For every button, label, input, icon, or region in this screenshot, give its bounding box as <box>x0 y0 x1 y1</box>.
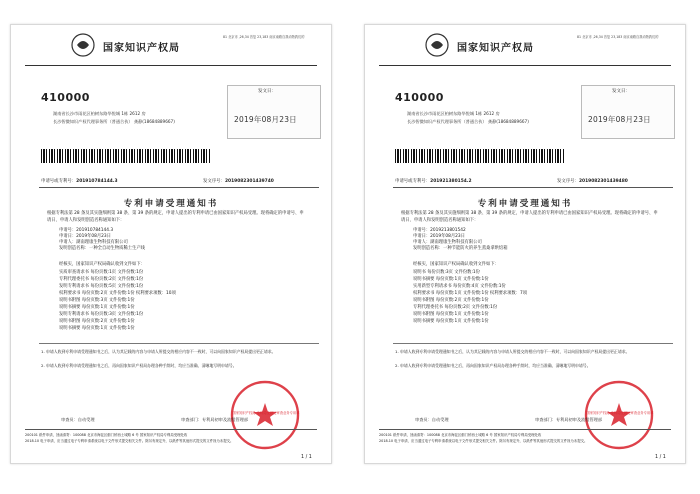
app-no-field <box>41 178 118 184</box>
note-2: 2. 申请人收到专利申请受理通知书之后，再向国家知识产权局办理各种手续时，均应当准确、清晰地写明申请号。 <box>395 363 591 368</box>
info-line: 申请号：201910784144.3 <box>59 228 114 233</box>
address-line-2: 长沙智微知识产权代理事务所（普通合伙） 龚静(18684889667) <box>53 119 175 124</box>
footer-line-1: 200101 纸件申请，回函请寄：100088 北京市海淀区蓟门桥西土城路 6 号 国家知识产权局专利局受理处收 <box>25 433 188 437</box>
footer-line-1: 200101 纸件申请，回函请寄：100088 北京市海淀区蓟门桥西土城路 6 号 国家知识产权局专利局受理处收 <box>379 433 542 437</box>
cnipa-logo-icon <box>423 31 451 59</box>
info-line: 申请人：湖南理康生物科技有限公司 <box>59 240 128 245</box>
note-1: 1. 申请人收到专利申请受理通知书之后，认为其记载的内容与申请人所提交的相应内容不一致时，可以向国家知识产权局提出更正请求。 <box>41 349 276 354</box>
doc-serial-value: 2019082301439740 <box>224 179 274 184</box>
file-line: 说明书摘要 每份页数:1页 文件份数:1份 <box>59 305 135 310</box>
footer-rule <box>379 429 671 430</box>
notice-title: 专利申请受理通知书 <box>123 199 219 209</box>
intro-paragraph: 根据专利法第 28 条及其实施细则第 38 条、第 39 条的规定，申请人提出的专利申请已由国家知识产权局受理。现将确定的申请号、申请日、申请人和发明创造名称通知如下： <box>47 211 304 223</box>
notes-rule <box>393 343 673 344</box>
top-right-address: 81 北京市 ,26,34 首复 23,183 南京南路自我动物我们的 <box>577 35 659 39</box>
info-line: 申请日：2019年08月23日 <box>59 234 111 239</box>
footer-line-2: 2018.10 电子申请，应当通过电子专利申请系统以电子文件形式提交相关文件。除另有规定外，以纸件等其他形式提交的文件视为未提交。 <box>379 439 588 443</box>
file-line: 实质审查请求书 每份页数:1页 文件份数:1份 <box>59 270 144 275</box>
info-line: 发明创造名称：一种全自动生物质稀土生产线 <box>59 246 145 251</box>
file-line: 说明书摘要 每份页数:1页 文件份数:1份 <box>59 326 135 331</box>
notes-rule <box>39 343 319 344</box>
app-no-value: 201921380154.2 <box>430 179 472 184</box>
app-no-label: 申请号或专利号： <box>41 179 77 184</box>
examiner: 审查员：自动受理 <box>415 417 449 422</box>
date-stamp: 2019年08月23日 <box>588 115 651 124</box>
page-number: 1 / 1 <box>655 455 666 460</box>
file-line: 说明书附图 每份页数:1页 文件份数:1份 <box>413 312 489 317</box>
seal-text: 国家知识产权局 专利局受理处审查业务专用章 <box>232 411 300 415</box>
files-header: 经核实，国家知识产权局确认收到文件如下： <box>413 262 499 267</box>
top-right-address: 81 北京市 ,26,34 首复 23,183 南京南路自我动物我们的 <box>223 35 305 39</box>
address-line-2: 长沙智微知识产权代理事务所（普通合伙） 龚静(18684889667) <box>407 119 529 124</box>
files-header: 经核实，国家知识产权局确认收到文件如下： <box>59 262 145 267</box>
postcode: 410000 <box>395 91 444 104</box>
file-line: 说明书附图 每份页数:2页 文件份数:1份 <box>59 319 135 324</box>
fields-rule <box>39 187 319 188</box>
app-no-label: 申请号或专利号： <box>395 179 431 184</box>
page-number: 1 / 1 <box>301 455 312 460</box>
file-line: 说明书摘要 每份页数:1页 文件份数:1份 <box>413 319 489 324</box>
address-line-1: 湖南省长沙市雨花区柏树东路华悦城 1栋 2612 房 <box>407 111 500 116</box>
info-line: 申请日：2019年08月23日 <box>413 234 465 239</box>
file-line: 实用新型专利请求书 每份页数:4页 文件份数:1份 <box>413 284 506 289</box>
cnipa-logo-icon <box>69 31 97 59</box>
fields-rule <box>393 187 673 188</box>
header-rule <box>379 65 671 66</box>
agency-name: 国家知识产权局 <box>103 43 180 54</box>
file-line: 专利代理委托书 每份页数:2页 文件份数:1份 <box>59 277 144 282</box>
file-line: 说明书 每份页数:3页 文件份数:1份 <box>413 270 480 275</box>
intro-paragraph: 根据专利法第 28 条及其实施细则第 38 条、第 39 条的规定，申请人提出的专利申请已由国家知识产权局受理。现将确定的申请号、申请日、申请人和发明创造名称通知如下： <box>401 211 658 223</box>
doc-serial-field <box>203 178 274 184</box>
date-stamp-box <box>581 85 675 139</box>
doc-serial-value: 2019082301439480 <box>578 179 628 184</box>
barcode <box>395 149 565 163</box>
file-line: 专利代理委托书 每份页数:2页 文件份数:1份 <box>413 305 498 310</box>
file-line: 说明书附图 每份页数:2页 文件份数:1份 <box>413 298 489 303</box>
postcode: 410000 <box>41 91 90 104</box>
department: 审查部门：专利局初审及流程管理部 <box>535 417 603 422</box>
address-line-1: 湖南省长沙市雨花区柏树东路华悦城 1栋 2612 房 <box>53 111 146 116</box>
header-rule <box>25 65 317 66</box>
file-line: 说明书摘要 每份页数:1页 文件份数:1份 <box>413 277 489 282</box>
file-line: 说明书附图 每份页数:3页 文件份数:1份 <box>59 298 135 303</box>
notice-title: 专利申请受理通知书 <box>477 199 573 209</box>
file-line: 权利要求书 每份页数:2页 文件份数:1份 权利要求项数：10项 <box>59 291 176 296</box>
file-line: 发明专利请求书 每份页数:3页 文件份数:1份 <box>59 312 144 317</box>
agency-name: 国家知识产权局 <box>457 43 534 54</box>
file-line: 发明专利请求书 每份页数:5页 文件份数:1份 <box>59 284 144 289</box>
barcode <box>41 149 211 163</box>
notice-document-right <box>364 24 686 464</box>
app-no-value: 201910784144.3 <box>76 179 118 184</box>
info-line: 发明创造名称：一种节能防火的养生蒸桑拿烘焙箱 <box>413 246 508 251</box>
info-line: 申请人：湖南理康生物科技有限公司 <box>413 240 482 245</box>
file-line: 权利要求书 每份页数:1页 文件份数:1份 权利要求项数：7项 <box>413 291 528 296</box>
date-stamp-box <box>227 85 321 139</box>
doc-serial-field <box>557 178 628 184</box>
notice-document-left <box>10 24 332 464</box>
footer-line-2: 2018.10 电子申请，应当通过电子专利申请系统以电子文件形式提交相关文件。除另有规定外，以纸件等其他形式提交的文件视为未提交。 <box>25 439 234 443</box>
note-1: 1. 申请人收到专利申请受理通知书之后，认为其记载的内容与申请人所提交的相应内容不一致时，可以向国家知识产权局提出更正请求。 <box>395 349 630 354</box>
info-line: 申请号：2019213801542 <box>413 228 466 233</box>
note-2: 2. 申请人收到专利申请受理通知书之后，再向国家知识产权局办理各种手续时，均应当准确、清晰地写明申请号。 <box>41 363 237 368</box>
seal-text: 国家知识产权局 专利局受理处审查业务专用章 <box>586 411 654 415</box>
doc-serial-label: 发文序号： <box>203 179 225 184</box>
app-no-field <box>395 178 472 184</box>
date-stamp: 2019年08月23日 <box>234 115 297 124</box>
examiner: 审查员：自动受理 <box>61 417 95 422</box>
footer-rule <box>25 429 317 430</box>
date-label: 发文日： <box>612 89 630 94</box>
doc-serial-label: 发文序号： <box>557 179 579 184</box>
department: 审查部门：专利局初审及流程管理部 <box>181 417 249 422</box>
date-label: 发文日： <box>258 89 276 94</box>
